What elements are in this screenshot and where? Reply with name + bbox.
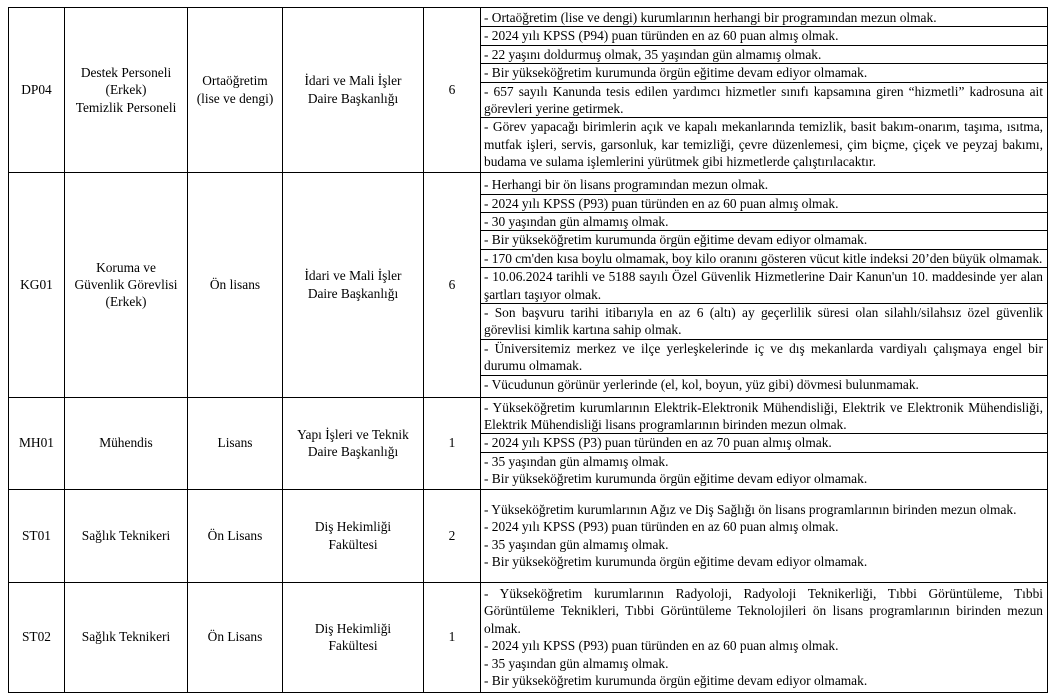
- requirement-item: - Görev yapacağı birimlerin açık ve kapalı mekanlarında temizlik, basit bakım-onarım, taşıma, ısıtma, mutfak işleri, servis, garsonluk, kar temizliği, çevre düzenlemesi, çim biçme, çiçek ve peyzaj bakımı, budama ve sulama işlemlerini yürütmek gibi hizmetlerde çalıştırılacaktır.: [481, 117, 1047, 170]
- requirement-item: - 35 yaşından gün almamış olmak.: [484, 536, 669, 552]
- position-code: ST01: [9, 489, 65, 582]
- requirement-item: - Vücudunun görünür yerlerinde (el, kol, boyun, yüz gibi) dövmesi bulunmamak.: [481, 375, 1047, 393]
- requirements: [481, 397, 1048, 489]
- requirements: [481, 582, 1048, 692]
- table-row: [9, 489, 1048, 582]
- requirement-item: - 30 yaşından gün almamış olmak.: [481, 212, 1047, 230]
- education-level: Ön Lisans: [188, 489, 283, 582]
- position-code: DP04: [9, 8, 65, 173]
- position-count: 1: [424, 582, 481, 692]
- requirement-item: - 2024 yılı KPSS (P93) puan türünden en az 60 puan almış olmak.: [484, 519, 839, 535]
- requirement-item: - 22 yaşını doldurmuş olmak, 35 yaşından gün almamış olmak.: [481, 45, 1047, 63]
- unit-name: İdari ve Mali İşler Daire Başkanlığı: [283, 172, 424, 397]
- requirement-item: - Bir yükseköğretim kurumunda örgün eğitime devam ediyor olmamak.: [481, 63, 1047, 81]
- table-row: [9, 8, 1048, 173]
- requirement-item: - Ortaöğretim (lise ve dengi) kurumlarının herhangi bir programından mezun olmak.: [484, 10, 937, 25]
- requirement-item: - 2024 yılı KPSS (P93) puan türünden en az 60 puan almış olmak.: [484, 638, 839, 654]
- position-title: Mühendis: [65, 397, 188, 489]
- requirement-item: - 170 cm'den kısa boylu olmamak, boy kilo oranını gösteren vücut kitle indeksi 20’den büyük olmamak.: [481, 249, 1047, 267]
- requirements: [481, 172, 1048, 397]
- requirement-item: - 657 sayılı Kanunda tesis edilen yardımcı hizmetler sınıfı kapsamına giren “hizmetli” kadrosuna ait görevleri yerine getirmek.: [481, 82, 1047, 118]
- position-title: Destek Personeli (Erkek) Temizlik Personeli: [65, 8, 188, 173]
- requirements: [481, 8, 1048, 173]
- requirement-item: - 2024 yılı KPSS (P3) puan türünden en az 70 puan almış olmak.: [481, 433, 1047, 451]
- position-title: Sağlık Teknikeri: [65, 489, 188, 582]
- requirement-item: - 2024 yılı KPSS (P94) puan türünden en az 60 puan almış olmak.: [481, 26, 1047, 44]
- requirement-item: - Bir yükseköğretim kurumunda örgün eğitime devam ediyor olmamak.: [484, 554, 868, 570]
- education-level: Lisans: [188, 397, 283, 489]
- requirement-item: - 10.06.2024 tarihli ve 5188 sayılı Özel Güvenlik Hizmetlerine Dair Kanun'un 10. maddesinde yer alan şartları taşıyor olmak.: [481, 267, 1047, 303]
- requirement-item: - Bir yükseköğretim kurumunda örgün eğitime devam ediyor olmamak.: [484, 673, 868, 688]
- requirement-item: - Herhangi bir ön lisans programından mezun olmak.: [484, 177, 769, 193]
- position-title: Sağlık Teknikeri: [65, 582, 188, 692]
- position-code: ST02: [9, 582, 65, 692]
- position-code: KG01: [9, 172, 65, 397]
- position-code: MH01: [9, 397, 65, 489]
- education-level: Ortaöğretim (lise ve dengi): [188, 8, 283, 173]
- position-count: 2: [424, 489, 481, 582]
- unit-name: Diş Hekimliği Fakültesi: [283, 489, 424, 582]
- table-row: [9, 397, 1048, 489]
- requirement-item: - Bir yükseköğretim kurumunda örgün eğitime devam ediyor olmamak.: [484, 471, 868, 487]
- requirement-item: - Yükseköğretim kurumlarının Elektrik-Elektronik Mühendisliği, Elektrik ve Elektronik Mühendisliği, Elektrik Mühendisliği lisans programlarının birinden mezun olmak.: [484, 399, 1043, 433]
- table-row: [9, 172, 1048, 397]
- table-row: [9, 582, 1048, 692]
- position-count: 1: [424, 397, 481, 489]
- unit-name: Diş Hekimliği Fakültesi: [283, 582, 424, 692]
- position-count: 6: [424, 172, 481, 397]
- requirement-item: - Yükseköğretim kurumlarının Ağız ve Diş Sağlığı ön lisans programlarının birinden mezun olmak.: [484, 501, 1017, 517]
- requirement-item: - Son başvuru tarihi itibarıyla en az 6 (altı) ay geçerlilik süresi olan silahlı/silahsız özel güvenlik görevlisi kimlik kartına sahip olmak.: [481, 303, 1047, 339]
- requirement-item: - 2024 yılı KPSS (P93) puan türünden en az 60 puan almış olmak.: [481, 194, 1047, 212]
- requirements: [481, 489, 1048, 582]
- unit-name: İdari ve Mali İşler Daire Başkanlığı: [283, 8, 424, 173]
- education-level: Ön Lisans: [188, 582, 283, 692]
- requirement-item: - 35 yaşından gün almamış olmak.: [484, 655, 669, 671]
- requirement-item: - Üniversitemiz merkez ve ilçe yerleşkelerinde iç ve dış mekanlarda vardiyalı çalışmaya engel bir durumu olmamak.: [481, 339, 1047, 375]
- education-level: Ön lisans: [188, 172, 283, 397]
- requirement-item: - 35 yaşından gün almamış olmak.: [481, 452, 1047, 470]
- requirement-item: - Bir yükseköğretim kurumunda örgün eğitime devam ediyor olmamak.: [481, 230, 1047, 248]
- requirement-item: - Yükseköğretim kurumlarının Radyoloji, Radyoloji Teknikerliği, Tıbbi Görüntüleme, Tıbbi Görüntüleme Teknikleri, Tıbbi Görüntüleme Teknolojileri ön lisans programlarının birinden mezun olmak.: [484, 585, 1043, 636]
- position-title: Koruma ve Güvenlik Görevlisi (Erkek): [65, 172, 188, 397]
- position-count: 6: [424, 8, 481, 173]
- unit-name: Yapı İşleri ve Teknik Daire Başkanlığı: [283, 397, 424, 489]
- positions-table: [8, 7, 1048, 693]
